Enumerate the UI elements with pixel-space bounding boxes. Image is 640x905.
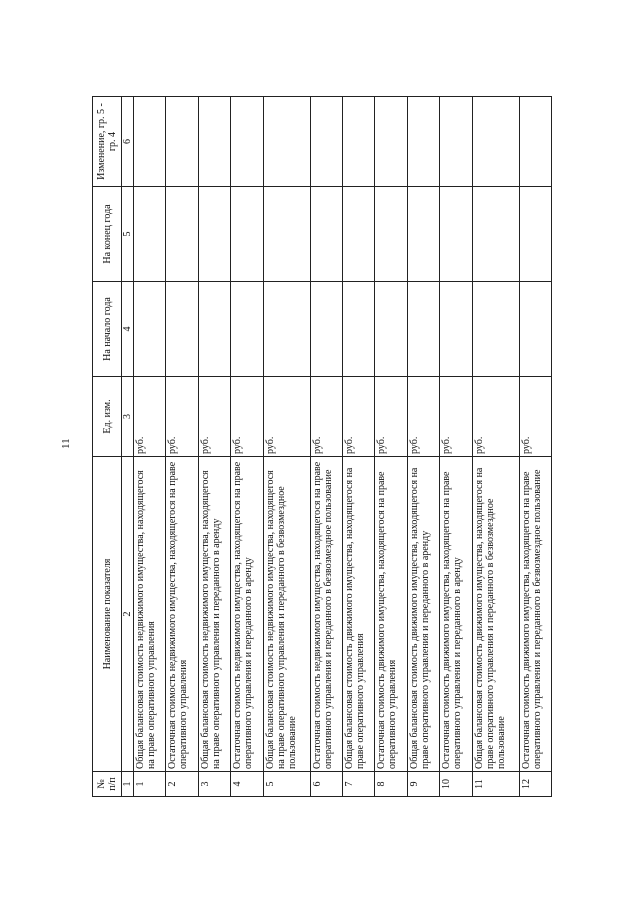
unit: руб. bbox=[263, 377, 310, 457]
indicator-name: Остаточная стоимость недвижимого имущества, находящегося на праве оперативного управления bbox=[166, 457, 198, 772]
table-row bbox=[375, 97, 407, 797]
end-of-year-value bbox=[198, 187, 230, 282]
change-value bbox=[472, 97, 519, 187]
row-number: 3 bbox=[198, 772, 230, 797]
end-of-year-value bbox=[263, 187, 310, 282]
column-number: 3 bbox=[122, 377, 134, 457]
table-body bbox=[134, 97, 552, 797]
change-value bbox=[134, 97, 166, 187]
header-end-of-year: На конец года bbox=[93, 187, 122, 282]
change-value bbox=[375, 97, 407, 187]
end-of-year-value bbox=[519, 187, 551, 282]
table-row bbox=[166, 97, 198, 797]
row-number: 8 bbox=[375, 772, 407, 797]
end-of-year-value bbox=[134, 187, 166, 282]
table-header-row bbox=[93, 97, 122, 797]
start-of-year-value bbox=[375, 282, 407, 377]
indicator-name: Остаточная стоимость движимого имущества, находящегося на праве оперативного управления и переданного в аренду bbox=[440, 457, 472, 772]
start-of-year-value bbox=[342, 282, 374, 377]
indicator-name: Общая балансовая стоимость недвижимого имущества, находящегося на праве оперативного управления и переданного в безвозмездное пользование bbox=[263, 457, 310, 772]
row-number: 1 bbox=[134, 772, 166, 797]
unit: руб. bbox=[134, 377, 166, 457]
table-row bbox=[440, 97, 472, 797]
indicator-name: Остаточная стоимость недвижимого имущества, находящегося на праве оперативного управления и переданного в аренду bbox=[231, 457, 263, 772]
row-number: 4 bbox=[231, 772, 263, 797]
table-container bbox=[92, 97, 552, 797]
change-value bbox=[407, 97, 439, 187]
end-of-year-value bbox=[375, 187, 407, 282]
start-of-year-value bbox=[166, 282, 198, 377]
change-value bbox=[231, 97, 263, 187]
start-of-year-value bbox=[472, 282, 519, 377]
change-value bbox=[310, 97, 342, 187]
row-number: 12 bbox=[519, 772, 551, 797]
indicator-name: Общая балансовая стоимость недвижимого имущества, находящегося на праве оперативного управления bbox=[134, 457, 166, 772]
header-change: Изменение, гр. 5 - гр. 4 bbox=[93, 97, 122, 187]
change-value bbox=[198, 97, 230, 187]
header-number: № п/п bbox=[93, 772, 122, 797]
column-number: 4 bbox=[122, 282, 134, 377]
table-row bbox=[310, 97, 342, 797]
change-value bbox=[440, 97, 472, 187]
table-row bbox=[263, 97, 310, 797]
unit: руб. bbox=[407, 377, 439, 457]
start-of-year-value bbox=[440, 282, 472, 377]
indicator-name: Общая балансовая стоимость недвижимого имущества, находящегося на праве оперативного управления и переданного в аренду bbox=[198, 457, 230, 772]
table-row bbox=[198, 97, 230, 797]
indicator-name: Остаточная стоимость движимого имущества, находящегося на праве оперативного управления bbox=[375, 457, 407, 772]
table-row bbox=[342, 97, 374, 797]
change-value bbox=[519, 97, 551, 187]
start-of-year-value bbox=[134, 282, 166, 377]
start-of-year-value bbox=[198, 282, 230, 377]
row-number: 10 bbox=[440, 772, 472, 797]
table-row bbox=[231, 97, 263, 797]
column-number: 2 bbox=[122, 457, 134, 772]
table-row bbox=[472, 97, 519, 797]
unit: руб. bbox=[472, 377, 519, 457]
header-indicator-name: Наименование показателя bbox=[93, 457, 122, 772]
column-number: 1 bbox=[122, 772, 134, 797]
header-start-of-year: На начало года bbox=[93, 282, 122, 377]
unit: руб. bbox=[375, 377, 407, 457]
change-value bbox=[166, 97, 198, 187]
indicator-name: Остаточная стоимость движимого имущества, находящегося на праве оперативного управления и переданного в безвозмездное пользование bbox=[519, 457, 551, 772]
start-of-year-value bbox=[310, 282, 342, 377]
end-of-year-value bbox=[407, 187, 439, 282]
row-number: 11 bbox=[472, 772, 519, 797]
start-of-year-value bbox=[519, 282, 551, 377]
start-of-year-value bbox=[407, 282, 439, 377]
row-number: 5 bbox=[263, 772, 310, 797]
end-of-year-value bbox=[472, 187, 519, 282]
unit: руб. bbox=[342, 377, 374, 457]
row-number: 6 bbox=[310, 772, 342, 797]
row-number: 7 bbox=[342, 772, 374, 797]
end-of-year-value bbox=[166, 187, 198, 282]
change-value bbox=[342, 97, 374, 187]
row-number: 9 bbox=[407, 772, 439, 797]
unit: руб. bbox=[519, 377, 551, 457]
start-of-year-value bbox=[231, 282, 263, 377]
change-value bbox=[263, 97, 310, 187]
end-of-year-value bbox=[231, 187, 263, 282]
unit: руб. bbox=[166, 377, 198, 457]
unit: руб. bbox=[198, 377, 230, 457]
unit: руб. bbox=[231, 377, 263, 457]
unit: руб. bbox=[440, 377, 472, 457]
column-numbers-row bbox=[122, 97, 134, 797]
unit: руб. bbox=[310, 377, 342, 457]
indicator-name: Общая балансовая стоимость движимого имущества, находящегося на праве оперативного управления bbox=[342, 457, 374, 772]
page-number: 11 bbox=[60, 438, 72, 449]
indicators-table bbox=[92, 96, 552, 797]
indicator-name: Общая балансовая стоимость движимого имущества, находящегося на праве оперативного управления и переданного в аренду bbox=[407, 457, 439, 772]
table-row bbox=[407, 97, 439, 797]
column-number: 6 bbox=[122, 97, 134, 187]
table-row bbox=[519, 97, 551, 797]
indicator-name: Общая балансовая стоимость движимого имущества, находящегося на праве оперативного управления и переданного в безвозмездное пользование bbox=[472, 457, 519, 772]
end-of-year-value bbox=[440, 187, 472, 282]
header-unit: Ед. изм. bbox=[93, 377, 122, 457]
end-of-year-value bbox=[342, 187, 374, 282]
end-of-year-value bbox=[310, 187, 342, 282]
column-number: 5 bbox=[122, 187, 134, 282]
start-of-year-value bbox=[263, 282, 310, 377]
row-number: 2 bbox=[166, 772, 198, 797]
indicator-name: Остаточная стоимость недвижимого имущества, находящегося на праве оперативного управления и переданного в безвозмездное пользование bbox=[310, 457, 342, 772]
table-row bbox=[134, 97, 166, 797]
